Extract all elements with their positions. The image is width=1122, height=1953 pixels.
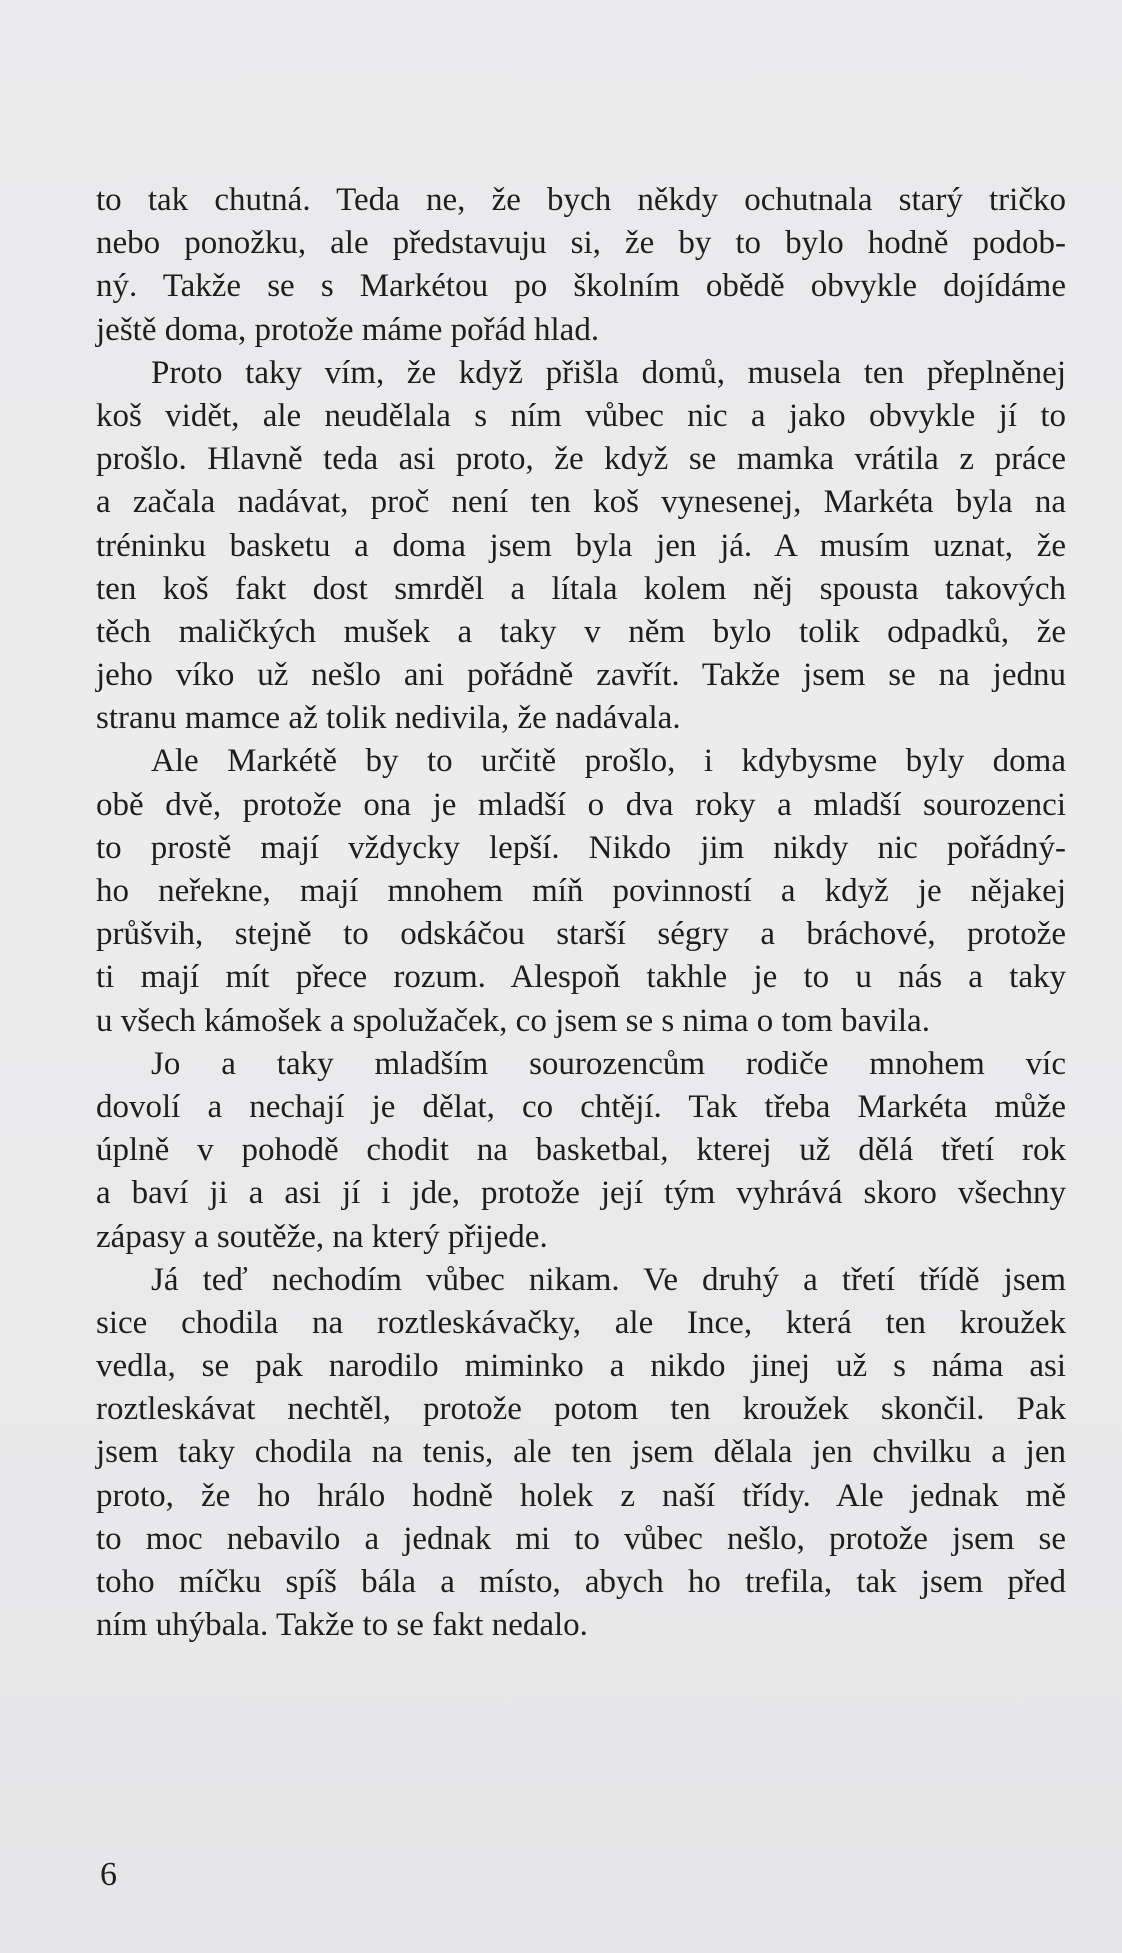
text-line: proto, že ho hrálo hodně holek z naší třídy. Ale jednak mě <box>96 1477 1066 1514</box>
page-number: 6 <box>100 1856 117 1893</box>
text-line: to prostě mají vždycky lepší. Nikdo jim nikdy nic pořádný- <box>96 829 1066 866</box>
text-line: tréninku basketu a doma jsem byla jen já. A musím uznat, že <box>96 527 1066 564</box>
text-line: úplně v pohodě chodit na basketbal, kterej už dělá třetí rok <box>96 1132 1066 1169</box>
text-line: ním uhýbala. Takže to se fakt nedalo. <box>96 1607 588 1644</box>
text-line: koš vidět, ale neudělala s ním vůbec nic a jako obvykle jí to <box>96 397 1066 434</box>
text-line: to tak chutná. Teda ne, že bych někdy ochutnala starý tričko <box>96 182 1066 218</box>
text-line: vedla, se pak narodilo miminko a nikdo jinej už s náma asi <box>96 1348 1066 1385</box>
text-line: Já teď nechodím vůbec nikam. Ve druhý a třetí třídě jsem <box>151 1261 1066 1298</box>
text-line: a baví ji a asi jí i jde, protože její tým vyhrává skoro všechny <box>96 1175 1066 1212</box>
text-line: jsem taky chodila na tenis, ale ten jsem dělala jen chvilku a jen <box>96 1434 1066 1471</box>
text-line: a začala nadávat, proč není ten koš vynesenej, Markéta byla na <box>96 484 1066 521</box>
text-line: Jo a taky mladším sourozencům rodiče mnohem víc <box>151 1045 1066 1082</box>
text-line: toho míčku spíš bála a místo, abych ho trefila, tak jsem před <box>96 1564 1066 1600</box>
text-line: ten koš fakt dost smrděl a lítala kolem něj spousta takových <box>96 570 1066 607</box>
text-line: obě dvě, protože ona je mladší o dva roky a mladší sourozenci <box>96 786 1066 823</box>
text-line: sice chodila na roztleskávačky, ale Ince, která ten kroužek <box>96 1304 1066 1341</box>
text-line: průšvih, stejně to odskáčou starší ségry a bráchové, protože <box>96 916 1066 953</box>
text-line: těch maličkých mušek a taky v něm bylo tolik odpadků, že <box>96 613 1066 650</box>
text-line: Ale Markétě by to určitě prošlo, i kdybysme byly doma <box>151 743 1066 780</box>
text-line: ještě doma, protože máme pořád hlad. <box>96 311 600 348</box>
text-line: ti mají mít přece rozum. Alespoň takhle je to u nás a taky <box>96 959 1066 996</box>
text-line: u všech kámošek a spolužaček, co jsem se s nima o tom bavila. <box>96 1002 930 1039</box>
text-line: to moc nebavilo a jednak mi to vůbec nešlo, protože jsem se <box>96 1520 1066 1557</box>
text-line: prošlo. Hlavně teda asi proto, že když se mamka vrátila z práce <box>96 441 1066 478</box>
text-line: dovolí a nechají je dělat, co chtějí. Tak třeba Markéta může <box>96 1088 1066 1125</box>
text-line: ný. Takže se s Markétou po školním obědě obvykle dojídáme <box>96 268 1066 305</box>
text-line: ho neřekne, mají mnohem míň povinností a když je nějakej <box>96 873 1066 909</box>
text-line: roztleskávat nechtěl, protože potom ten kroužek skončil. Pak <box>96 1391 1066 1428</box>
text-line: Proto taky vím, že když přišla domů, musela ten přeplněnej <box>151 354 1066 391</box>
body-text <box>96 179 1066 1647</box>
text-line: stranu mamce až tolik nedivila, že nadávala. <box>96 700 681 737</box>
text-line: jeho víko už nešlo ani pořádně zavřít. Takže jsem se na jednu <box>96 657 1066 694</box>
text-line: zápasy a soutěže, na který přijede. <box>96 1218 548 1255</box>
text-line: nebo ponožku, ale představuju si, že by to bylo hodně podob- <box>96 225 1066 262</box>
